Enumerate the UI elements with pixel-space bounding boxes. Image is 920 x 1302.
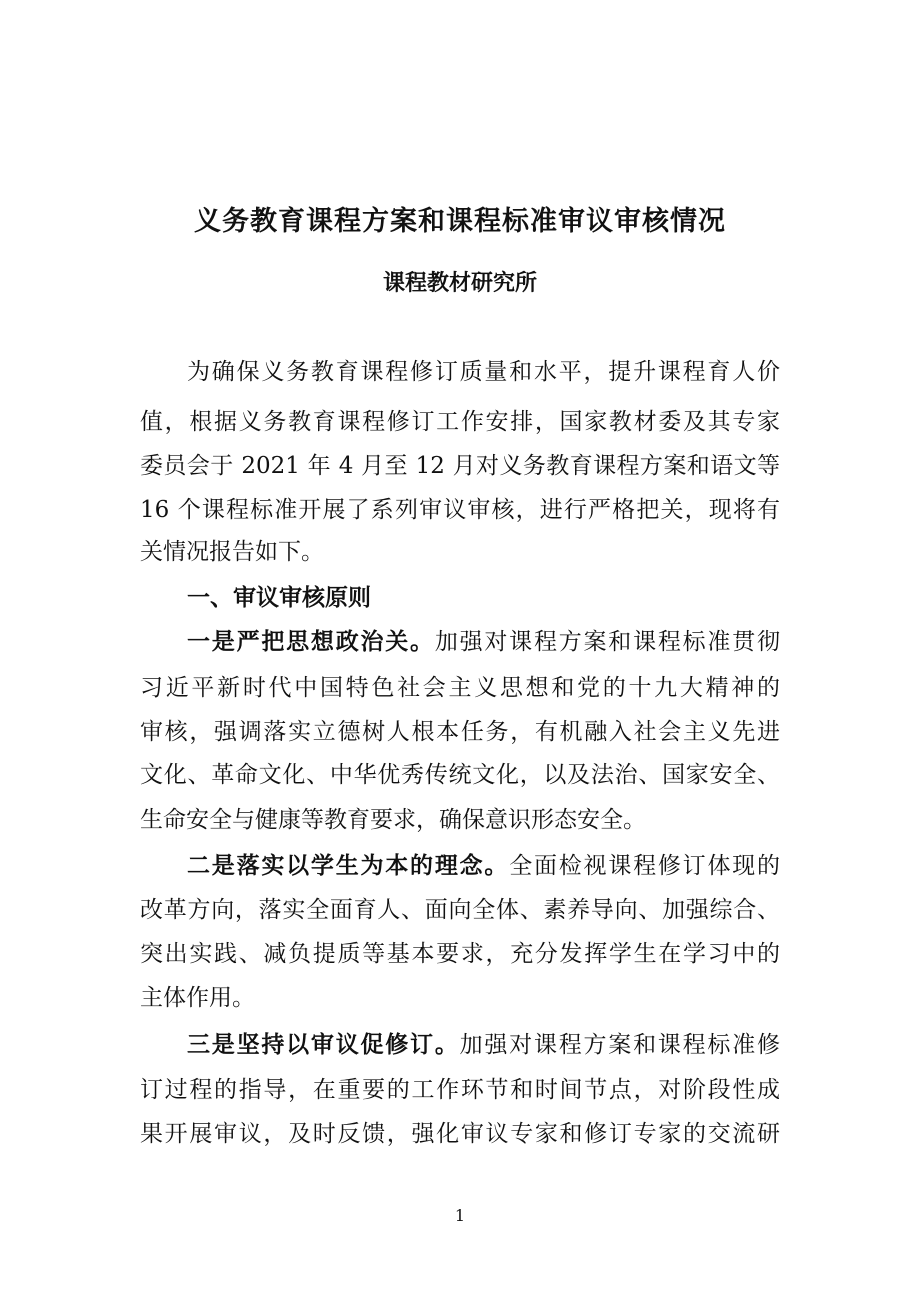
principle-3-line-1 — [140, 1025, 780, 1065]
intro-line-1: 为确保义务教育课程修订质量和水平，提升课程育人价 — [187, 359, 780, 385]
principle-1-line-5: 生命安全与健康等教育要求，确保意识形态安全。 — [140, 807, 646, 833]
principle-1-line-1 — [140, 622, 780, 662]
principle-2-line-1-text: 全面检视课程修订体现的 — [509, 853, 781, 879]
document-author: 课程教材研究所 — [382, 271, 537, 296]
intro-line-3: 委员会于 2021 年 4 月至 12 月对义务教育课程方案和语文等 — [140, 453, 780, 479]
principle-3-line-2: 订过程的指导，在重要的工作环节和时间节点，对阶段性成 — [140, 1077, 780, 1103]
page-number: 1 — [454, 1206, 466, 1225]
principle-2-lead: 二是落实以学生为本的理念。 — [187, 853, 510, 879]
principle-1-line-1-text: 加强对课程方案和课程标准贯彻 — [434, 629, 781, 655]
principle-1-line-4: 文化、革命文化、中华优秀传统文化，以及法治、国家安全、 — [140, 762, 780, 788]
principle-2-line-1 — [140, 846, 780, 886]
principle-1-line-3: 审核，强调落实立德树人根本任务，有机融入社会主义先进 — [140, 719, 780, 745]
principle-1-lead: 一是严把思想政治关。 — [187, 629, 435, 655]
intro-line-4: 16 个课程标准开展了系列审议审核，进行严格把关，现将有 — [140, 497, 780, 523]
principle-3-line-1-text: 加强对课程方案和课程标准修 — [459, 1032, 781, 1058]
document-title: 义务教育课程方案和课程标准审议审核情况 — [194, 206, 726, 237]
principle-1-line-2: 习近平新时代中国特色社会主义思想和党的十九大精神的 — [140, 675, 780, 701]
intro-line-2: 值，根据义务教育课程修订工作安排，国家教材委及其专家 — [140, 409, 780, 435]
principle-3-lead: 三是坚持以审议促修订。 — [187, 1032, 460, 1058]
principle-2-line-2: 改革方向，落实全面育人、面向全体、素养导向、加强综合、 — [140, 897, 780, 923]
principle-3-line-3: 果开展审议，及时反馈，强化审议专家和修订专家的交流研 — [140, 1121, 780, 1147]
principle-2-line-3: 突出实践、减负提质等基本要求，充分发挥学生在学习中的 — [140, 941, 780, 967]
principle-2-line-4: 主体作用。 — [140, 985, 255, 1011]
intro-line-5: 关情况报告如下。 — [140, 539, 324, 565]
section-heading: 一、审议审核原则 — [187, 585, 371, 611]
